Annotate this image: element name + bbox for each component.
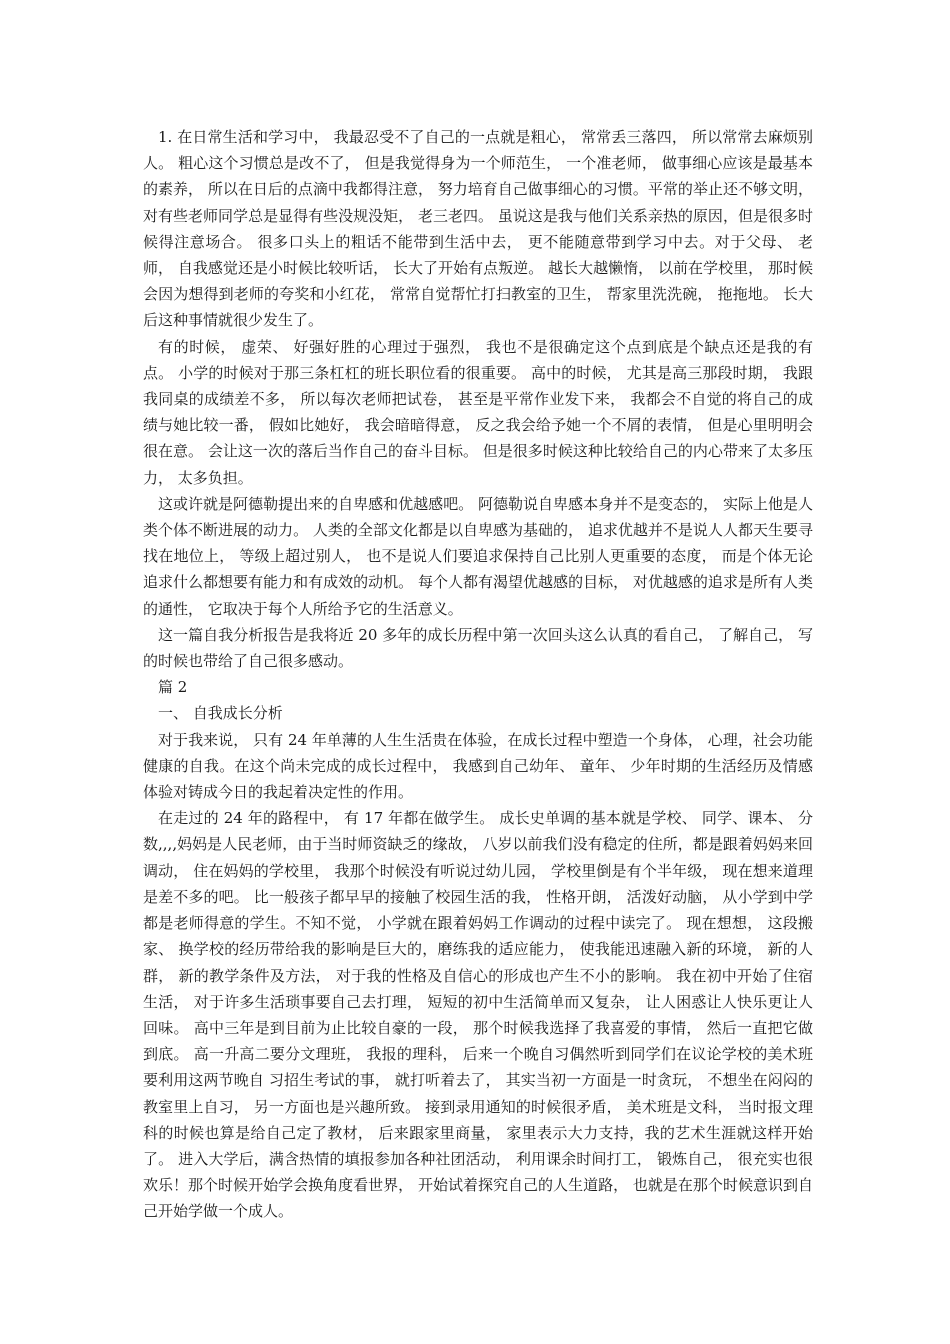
paragraph-growth-history: 在走过的 24 年的路程中， 有 17 年都在做学生。 成长史单调的基本就是学校、 同学、课本、 分数,,,,妈妈是人民老师，由于当时师资缺乏的缘故， 八岁以前我们没有稳定的住所，都是跟着妈妈来回调动， 住在妈妈的学校里， 我那个时候没有听说过幼儿园， 学校里倒是有个半年级， 现在想来道理是差不多的吧。 比一般孩子都早早的接触了校园生活的我， 性格开朗， 活泼好动脑， 从小学到中学都是老师得意的学生。不知不觉， 小学就在跟着妈妈工作调动的过程中读完了。 现在想想， 这段搬家、 换学校的经历带给我的影响是巨大的，磨练我的适应能力， 使我能迅速融入新的环境， 新的人群， 新的教学条件及方法， 对于我的性格及自信心的形成也产生不小的影响。 我在初中开始了住宿生活， 对于许多生活琐事要自己去打理， 短短的初中生活简单而又复杂， 让人困惑让人快乐更让人回味。 高中三年是到目前为止比较自豪的一段， 那个时候我选择了我喜爱的事情， 然后一直把它做到底。 高一升高二要分文理班， 我报的理科， 后来一个晚自习偶然听到同学们在议论学校的美术班要利用这两节晚自 习招生考试的事， 就打听着去了， 其实当初一方面是一时贪玩， 不想坐在闷闷的教室里上自习， 另一方面也是兴趣所致。 接到录用通知的时候很矛盾， 美术班是文科， 当时报文理科的时候也算是给自己定了教材， 后来跟家里商量， 家里表示大力支持，我的艺术生涯就这样开始了。 进入大学后，满含热情的填报参加各种社团活动， 利用课余时间打工， 锻炼自己， 很充实也很欢乐！那个时候开始学会换角度看世界， 开始试着探究自己的人生道路， 也就是在那个时候意识到自己开始学做一个成人。 xyxy=(143,809,813,1221)
paragraph-conclusion: 这一篇自我分析报告是我将近 20 多年的成长历程中第一次回头这么认真的看自己， 了解自己， 写的时候也带给了自己很多感动。 xyxy=(143,625,813,671)
paragraph-growth-intro: 对于我来说， 只有 24 年单薄的人生生活贵在体验，在成长过程中塑造一个身体， 心理，社会功能健康的自我。在这个尚未完成的成长过程中， 我感到自己幼年、 童年、 少年时期的生活经历及情感体验对铸成今日的我起着决定性的作用。 xyxy=(143,730,813,802)
paragraph-carelessness: 1. 在日常生活和学习中， 我最忍受不了自己的一点就是粗心， 常常丢三落四， 所以常常去麻烦别人。 粗心这个习惯总是改不了， 但是我觉得身为一个师范生， 一个准老师， 做事细心应该是最基本的素养， 所以在日后的点滴中我都得注意， 努力培育自己做事细心的习惯。平常的举止还不够文明， 对有些老师同学总是显得有些没规没矩， 老三老四。 虽说这是我与他们关系亲热的原因，但是很多时候得注意场合。 很多口头上的粗话不能带到生活中去， 更不能随意带到学习中去。对于父母、 老师， 自我感觉还是小时候比较听话， 长大了开始有点叛逆。 越长大越懒惰， 以前在学校里， 那时候会因为想得到老师的夸奖和小红花， 常常自觉帮忙打扫教室的卫生， 帮家里洗洗碗， 拖拖地。 长大后这种事情就很少发生了。 xyxy=(143,128,813,330)
section-heading-part-2: 篇 2 xyxy=(158,678,188,697)
paragraph-vanity: 有的时候， 虚荣、 好强好胜的心理过于强烈， 我也不是很确定这个点到底是个缺点还是我的有点。 小学的时候对于那三条杠杠的班长职位看的很重要。 高中的时候， 尤其是高三那段时期， 我跟我同桌的成绩差不多， 所以每次老师把试卷， 甚至是平常作业发下来， 我都会不自觉的将自己的成绩与她比较一番， 假如比她好， 我会暗暗得意， 反之我会给予她一个不屑的表情， 但是心里明明会很在意。 会让这一次的落后当作自己的奋斗目标。 但是很多时候这种比较给自己的内心带来了太多压力， 太多负担。 xyxy=(143,337,813,487)
section-heading-growth-analysis: 一、 自我成长分析 xyxy=(158,704,283,723)
paragraph-adler: 这或许就是阿德勒提出来的自卑感和优越感吧。 阿德勒说自卑感本身并不是变态的， 实际上他是人类个体不断进展的动力。 人类的全部文化都是以自卑感为基础的， 追求优越并不是说人人都天生要寻找在地位上， 等级上超过别人， 也不是说人们要追求保持自己比别人更重要的态度， 而是个体无论追求什么都想要有能力和有成效的动机。 每个人都有渴望优越感的目标， 对优越感的追求是所有人类的通性， 它取决于每个人所给予它的生活意义。 xyxy=(143,494,813,618)
document-page xyxy=(143,124,813,1225)
